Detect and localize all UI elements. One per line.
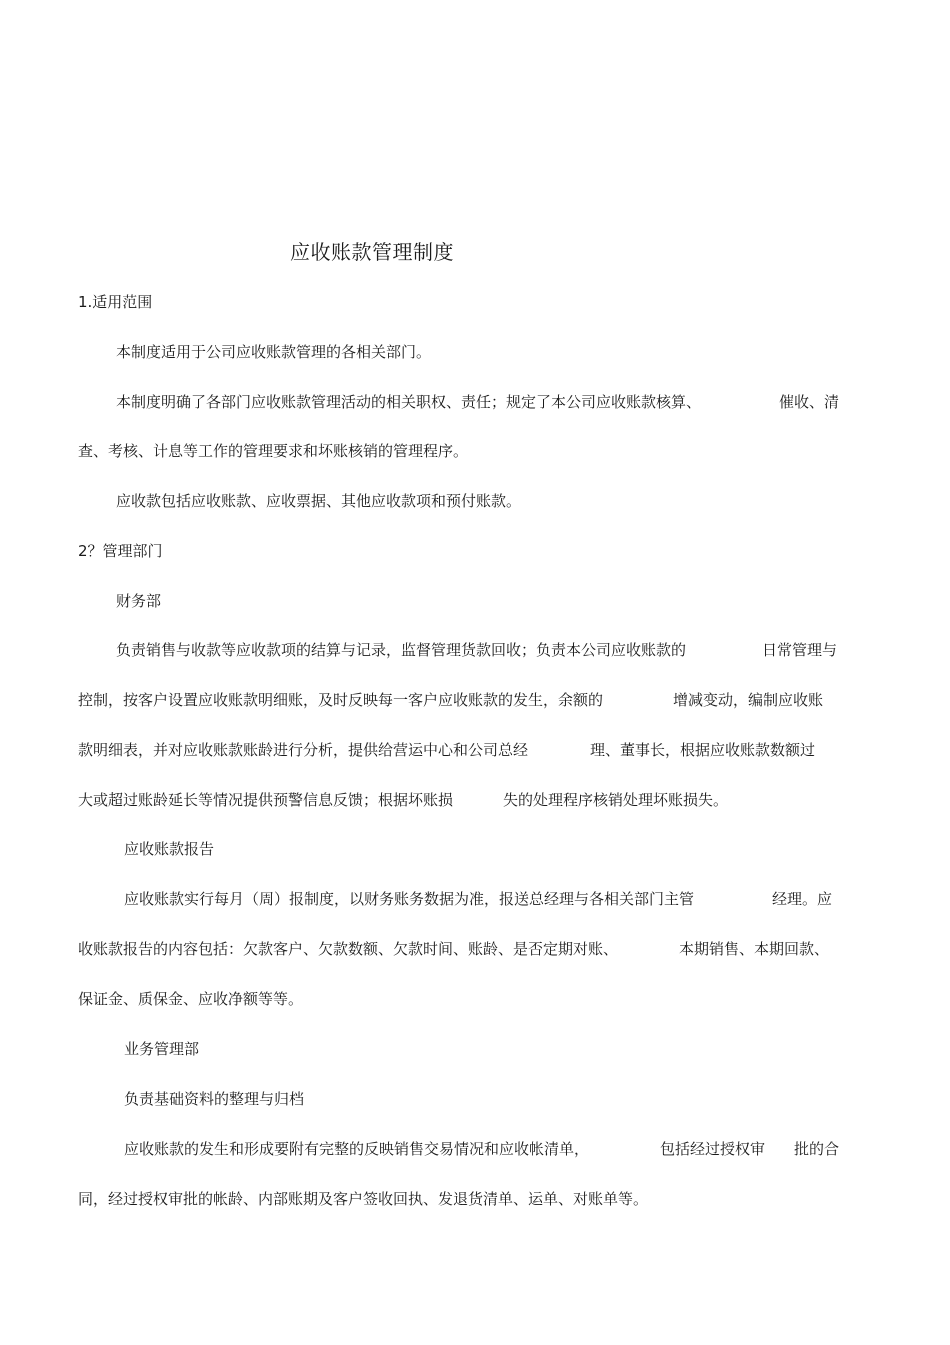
- paragraph-text: 应收账款实行每月（周）报制度，以财务账务数据为准，报送总经理与各相关部门主管: [124, 890, 695, 908]
- paragraph-text: 保证金、质保金、应收净额等等。: [78, 990, 304, 1008]
- report-paragraph-line-2: [0, 937, 950, 961]
- section-1-paragraph-1: [0, 340, 950, 364]
- section-1-heading-text: 1.适用范围: [78, 293, 153, 311]
- paragraph-text: 款明细表，并对应收账款账龄进行分析，提供给营运中心和公司总经: [78, 741, 529, 759]
- section-1-paragraph-3: [0, 489, 950, 513]
- paragraph-text: 同，经过授权审批的帐龄、内部账期及客户签收回执、发退货清单、运单、对账单等。: [78, 1190, 649, 1208]
- subheading-text: 负责基础资料的整理与归档: [124, 1090, 305, 1108]
- section-2-heading-text: 2？管理部门: [78, 542, 163, 560]
- paragraph-text: 本制度明确了各部门应收账款管理活动的相关职权、责任；规定了本公司应收账款核算、: [116, 393, 702, 411]
- paragraph-text: 本制度适用于公司应收账款管理的各相关部门。: [116, 343, 432, 361]
- section-2-heading: [0, 539, 950, 563]
- paragraph-text: 经理。应: [772, 890, 833, 908]
- business-paragraph-line-1: [0, 1137, 950, 1161]
- subheading-text: 财务部: [116, 592, 162, 610]
- section-1-paragraph-2-line-1: [0, 390, 950, 414]
- finance-paragraph-line-4: [0, 788, 950, 812]
- subheading-text: 业务管理部: [124, 1040, 200, 1058]
- finance-paragraph-line-1: [0, 638, 950, 662]
- paragraph-text: 大或超过账龄延长等情况提供预警信息反馈；根据坏账损: [78, 791, 454, 809]
- paragraph-text: 催收、清: [779, 393, 840, 411]
- paragraph-text: 失的处理程序核销处理坏账损失。: [503, 791, 729, 809]
- paragraph-text: 应收款包括应收账款、应收票据、其他应收款项和预付账款。: [116, 492, 522, 510]
- paragraph-text: 控制，按客户设置应收账款明细账，及时反映每一客户应收账款的发生，余额的: [78, 691, 604, 709]
- paragraph-text: 本期销售、本期回款、: [679, 940, 830, 958]
- document-title: 应收账款管理制度: [290, 240, 454, 264]
- finance-dept-heading: [0, 589, 950, 613]
- paragraph-text: 收账款报告的内容包括：欠款客户、欠款数额、欠款时间、账龄、是否定期对账、: [78, 940, 619, 958]
- finance-paragraph-line-2: [0, 688, 950, 712]
- paragraph-text: 理、董事长，根据应收账款数额过: [590, 741, 816, 759]
- report-paragraph-line-3: [0, 987, 950, 1011]
- paragraph-text: 查、考核、计息等工作的管理要求和坏账核销的管理程序。: [78, 442, 469, 460]
- paragraph-text: 日常管理与: [762, 641, 838, 659]
- report-heading: [0, 837, 950, 861]
- section-1-heading: [0, 290, 950, 314]
- paragraph-text: 批的合: [794, 1140, 840, 1158]
- paragraph-text: 应收账款的发生和形成要附有完整的反映销售交易情况和应收帐清单，: [124, 1140, 590, 1158]
- business-dept-heading: [0, 1037, 950, 1061]
- finance-paragraph-line-3: [0, 738, 950, 762]
- paragraph-text: 包括经过授权审: [660, 1140, 766, 1158]
- business-paragraph-line-2: [0, 1187, 950, 1211]
- paragraph-text: 负责销售与收款等应收款项的结算与记录，监督管理货款回收；负责本公司应收账款的: [116, 641, 687, 659]
- paragraph-text: 增减变动，编制应收账: [673, 691, 824, 709]
- subheading-text: 应收账款报告: [124, 840, 215, 858]
- business-subheading: [0, 1087, 950, 1111]
- section-1-paragraph-2-line-2: [0, 439, 950, 463]
- report-paragraph-line-1: [0, 887, 950, 911]
